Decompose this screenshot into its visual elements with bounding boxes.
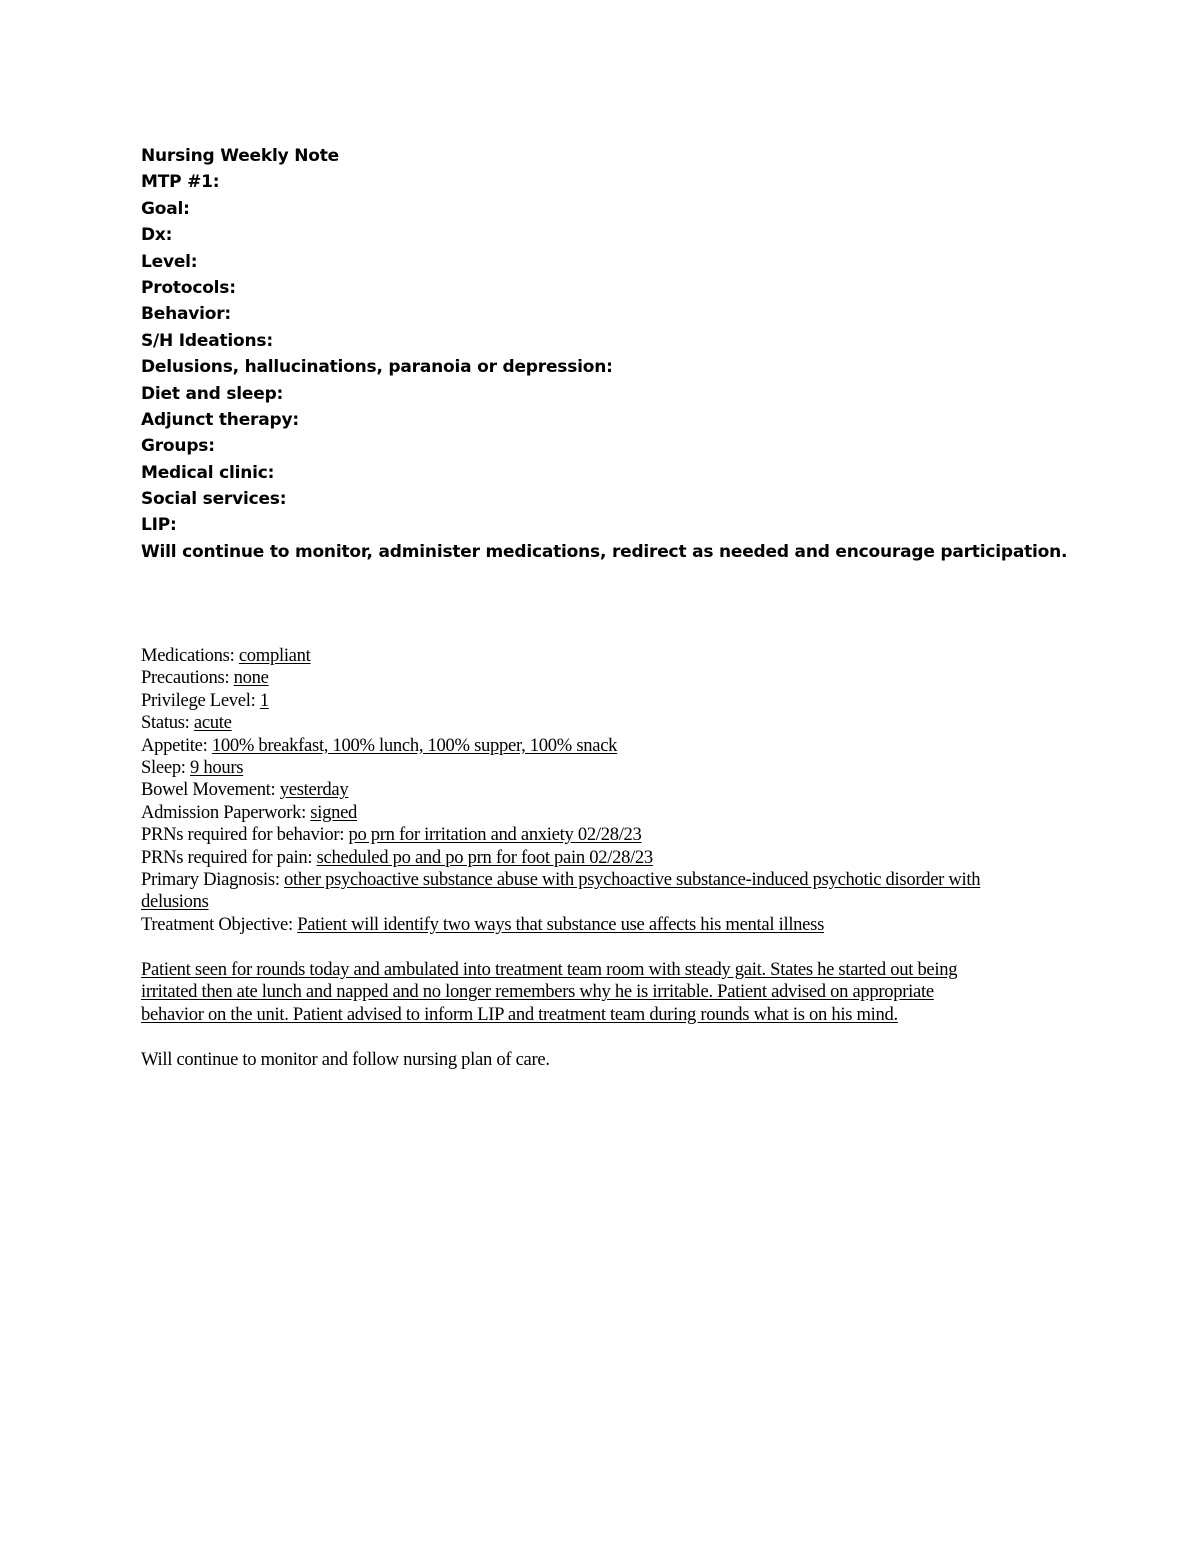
detail-label: Precautions: [141, 667, 234, 689]
detail-label: Bowel Movement: [141, 779, 280, 801]
header-closing-statement: Will continue to monitor, administer medications, redirect as needed and encourage participation. [141, 541, 1068, 562]
detail-admission-paperwork [141, 802, 1141, 824]
field-goal: Goal: [141, 198, 190, 219]
detail-precautions [141, 667, 1141, 689]
field-behavior: Behavior: [141, 304, 232, 325]
detail-treatment-objective [141, 914, 1141, 936]
field-adjunct-therapy: Adjunct therapy: [141, 409, 299, 430]
note-header [141, 143, 1141, 565]
detail-value: 1 [259, 689, 269, 711]
field-diet-sleep: Diet and sleep: [141, 383, 284, 404]
detail-value: yesterday [279, 779, 349, 801]
field-level: Level: [141, 251, 198, 272]
note-title: Nursing Weekly Note [141, 146, 339, 166]
field-groups: Groups: [141, 436, 215, 457]
detail-label: Status: [141, 712, 194, 734]
detail-value: 100% breakfast, 100% lunch, 100% supper, 100% snack [211, 734, 618, 756]
detail-value: acute [193, 712, 232, 734]
detail-medications [141, 645, 1141, 667]
detail-label: Treatment Objective: [141, 913, 298, 935]
patient-details [141, 645, 1141, 936]
detail-prns-pain [141, 847, 1141, 869]
detail-label: Admission Paperwork: [141, 801, 311, 823]
detail-value: compliant [238, 645, 311, 666]
closing-statement: Will continue to monitor and follow nursing plan of care. [141, 1049, 550, 1070]
field-protocols: Protocols: [141, 277, 236, 298]
narrative-line: behavior on the unit. Patient advised to inform LIP and treatment team during rounds what is on his mind. [141, 1003, 898, 1025]
detail-primary-diagnosis [141, 869, 1041, 914]
detail-label: Primary Diagnosis: [141, 869, 285, 891]
rounds-narrative [141, 959, 1051, 1026]
field-sh-ideations: S/H Ideations: [141, 330, 273, 351]
detail-prns-behavior [141, 824, 1141, 846]
detail-value: scheduled po and po prn for foot pain 02/28/23 [316, 846, 653, 868]
detail-value: po prn for irritation and anxiety 02/28/23 [348, 824, 642, 846]
detail-value: 9 hours [190, 757, 244, 779]
field-delusions: Delusions, hallucinations, paranoia or depression: [141, 357, 613, 378]
narrative-line: irritated then ate lunch and napped and no longer remembers why he is irritable. Patient advised on appropriate [141, 981, 934, 1003]
detail-label: Sleep: [141, 757, 191, 779]
detail-label: Medications: [141, 645, 239, 666]
detail-label: PRNs required for behavior: [141, 824, 349, 846]
detail-status [141, 712, 1141, 734]
narrative-line: Patient seen for rounds today and ambulated into treatment team room with steady gait. States he started out being [141, 959, 958, 980]
field-medical-clinic: Medical clinic: [141, 462, 275, 483]
detail-privilege-level [141, 690, 1141, 712]
detail-label: Appetite: [141, 734, 212, 756]
detail-label: Privilege Level: [141, 689, 260, 711]
detail-value: other psychoactive substance abuse with psychoactive substance-induced psychotic disorder with delusions [141, 869, 981, 913]
detail-appetite [141, 735, 1141, 757]
detail-value: Patient will identify two ways that substance use affects his mental illness [297, 913, 825, 935]
detail-label: PRNs required for pain: [141, 846, 317, 868]
detail-value: none [233, 667, 269, 689]
detail-value: signed [310, 801, 358, 823]
detail-sleep [141, 757, 1141, 779]
field-social-services: Social services: [141, 489, 287, 510]
field-dx: Dx: [141, 225, 173, 246]
field-lip: LIP: [141, 515, 177, 536]
field-mtp: MTP #1: [141, 172, 220, 193]
detail-bowel-movement [141, 779, 1141, 801]
